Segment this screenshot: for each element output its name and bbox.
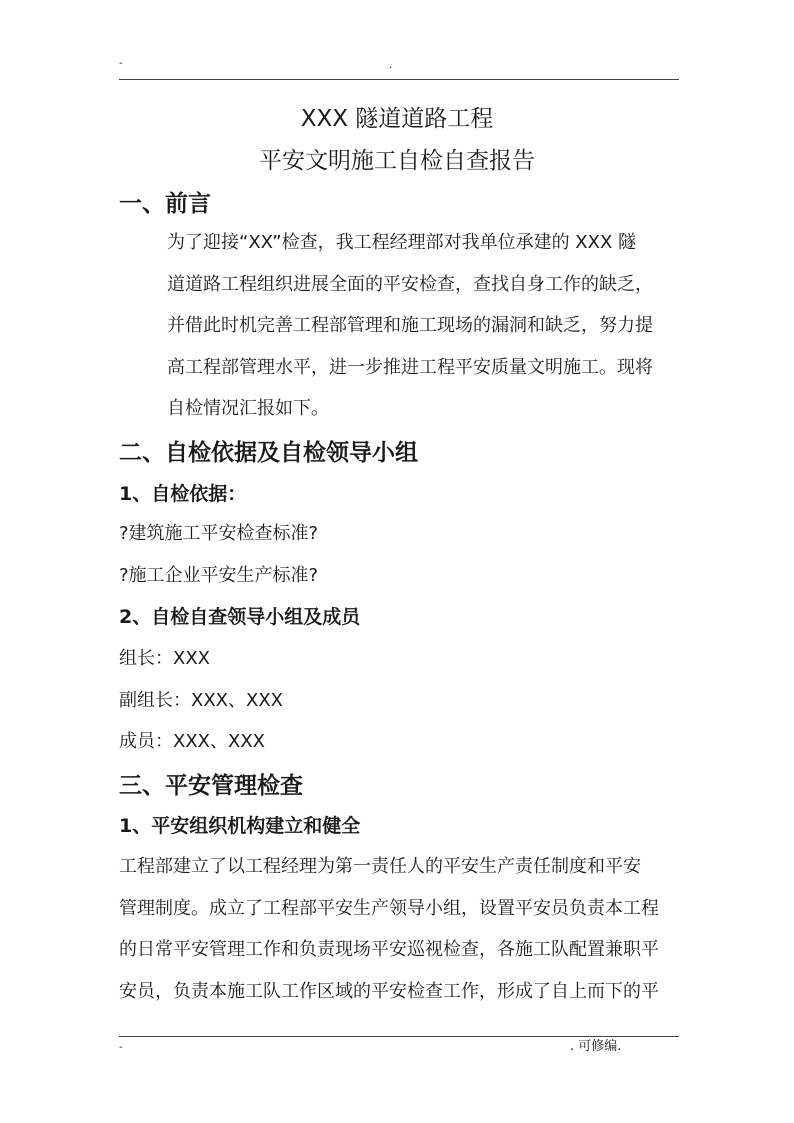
- footer-rule: [119, 1036, 679, 1037]
- header-center-mark: .: [389, 60, 393, 71]
- subheading-organization: 1、平安组织机构建立和健全: [119, 815, 361, 837]
- organization-line-1: 工程部建立了以工程经理为第一责任人的平安生产责任制度和平安: [119, 856, 641, 877]
- section-heading-basis: 二、自检依据及自检领导小组: [119, 440, 418, 466]
- section-heading-preface: 一、前言: [119, 191, 211, 217]
- preface-line-1: 为了迎接“XX”检查，我工程经理部对我单位承建的 XXX 隧: [167, 232, 637, 253]
- organization-line-3: 的日常平安管理工作和负责现场平安巡视检查，各施工队配置兼职平: [119, 939, 659, 960]
- subheading-team: 2、自检自查领导小组及成员: [119, 606, 361, 628]
- footer-left-mark: -: [119, 1042, 123, 1053]
- document-title-line1: XXX 隧道道路工程: [300, 106, 494, 132]
- team-members: 成员：XXX、XXX: [119, 731, 265, 752]
- preface-line-3: 并借此时机完善工程部管理和施工现场的漏洞和缺乏，努力提: [167, 315, 653, 336]
- section-heading-safety-management: 三、平安管理检查: [119, 773, 303, 799]
- team-deputy-leaders: 副组长：XXX、XXX: [119, 690, 283, 711]
- basis-item-2: ?施工企业平安生产标准?: [119, 565, 319, 586]
- preface-line-5: 自检情况汇报如下。: [167, 398, 329, 419]
- preface-line-4: 高工程部管理水平，进一步推进工程平安质量文明施工。现将: [167, 357, 653, 378]
- document-title-line2: 平安文明施工自检自查报告: [259, 148, 535, 174]
- header-rule: [119, 79, 679, 80]
- organization-line-2: 管理制度。成立了工程部平安生产领导小组，设置平安员负责本工程: [119, 898, 659, 919]
- team-leader: 组长：XXX: [119, 648, 210, 669]
- subheading-basis: 1、自检依据：: [119, 483, 247, 505]
- basis-item-1: ?建筑施工平安检查标准?: [119, 523, 319, 544]
- header-left-mark: -: [119, 58, 123, 69]
- organization-line-4: 安员，负责本施工队工作区域的平安检查工作，形成了自上而下的平: [119, 981, 659, 1002]
- preface-line-2: 道道路工程组织进展全面的平安检查，查找自身工作的缺乏，: [167, 274, 653, 295]
- footer-editable-note: . 可修编.: [570, 1039, 622, 1054]
